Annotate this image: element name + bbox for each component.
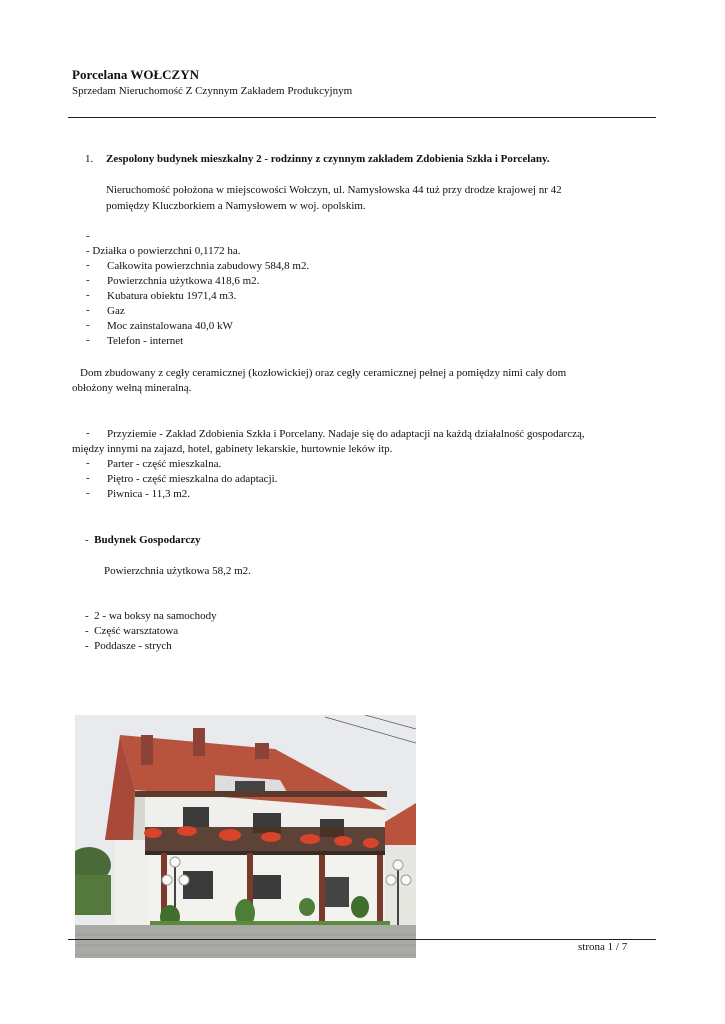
list-item: Piwnica - 11,3 m2. [107, 488, 190, 500]
list-item: - Część warsztatowa [85, 625, 179, 637]
ground-floor-line-2: między innymi na zajazd, hotel, gabinety lekarskie, hurtownie leków itp. [72, 443, 393, 455]
construction-line-2: obłożony wełną mineralną. [72, 382, 192, 394]
page-number: strona 1 / 7 [578, 941, 628, 953]
list-item: - Poddasze - strych [85, 640, 172, 652]
section-number: 1. [85, 153, 94, 165]
location-line-1: Nieruchomość położona w miejscowości Wołczyn, ul. Namysłowska 44 tuż przy drodze krajowej nr 42 [106, 184, 562, 196]
list-item-text: Część warsztatowa [94, 625, 179, 637]
list-item: Piętro - część mieszkalna do adaptacji. [107, 473, 278, 485]
list-dash: - [86, 304, 90, 316]
list-item: Powierzchnia użytkowa 418,6 m2. [107, 275, 260, 287]
list-dash: - [86, 457, 90, 469]
list-item: - Działka o powierzchni 0,1172 ha. [86, 245, 241, 257]
list-item: - 2 - wa boksy na samochody [85, 610, 217, 622]
building-illustration [75, 715, 416, 958]
location-line-2: pomiędzy Kluczborkiem a Namysłowem w woj. opolskim. [106, 200, 366, 212]
list-item: Parter - część mieszkalna. [107, 458, 222, 470]
list-item: Gaz [107, 305, 125, 317]
list-dash: - [86, 289, 90, 301]
list-dash: - [86, 334, 90, 346]
list-dash: - [86, 472, 90, 484]
list-dash: - [86, 319, 90, 331]
company-name: Porcelana WOŁCZYN [72, 67, 199, 82]
section-title: Zespolony budynek mieszkalny 2 - rodzinny z czynnym zakładem Zdobienia Szkła i Porcelany. [106, 153, 550, 165]
list-dash: - [86, 259, 90, 271]
list-item: Całkowita powierzchnia zabudowy 584,8 m2. [107, 260, 310, 272]
document-subtitle: Sprzedam Nieruchomość Z Czynnym Zakładem Produkcyjnym [72, 85, 353, 97]
list-item-text: Działka o powierzchni 0,1172 ha. [92, 245, 241, 257]
construction-line-1: Dom zbudowany z cegły ceramicznej (kozłowickiej) oraz cegły ceramicznej pełnej a pomiędzy nimi cały dom [80, 367, 567, 379]
outbuilding-heading: - Budynek Gospodarczy [85, 534, 201, 546]
list-item: Kubatura obiektu 1971,4 m3. [107, 290, 237, 302]
outbuilding-title: Budynek Gospodarczy [94, 534, 201, 546]
list-item: Moc zainstalowana 40,0 kW [107, 320, 233, 332]
outbuilding-area: Powierzchnia użytkowa 58,2 m2. [104, 565, 251, 577]
list-dash: - [86, 427, 90, 439]
list-dash: - [86, 274, 90, 286]
header-divider [68, 117, 656, 118]
list-item: Telefon - internet [107, 335, 184, 347]
ground-floor-line-1: Przyziemie - Zakład Zdobienia Szkła i Porcelany. Nadaje się do adaptacji na każdą działalność gospodarczą, [107, 428, 585, 440]
list-item-text: Poddasze - strych [94, 640, 172, 652]
footer-divider [68, 939, 656, 940]
empty-dash: - [86, 230, 90, 242]
list-item-text: 2 - wa boksy na samochody [94, 610, 217, 622]
building-photo [75, 715, 416, 958]
list-dash: - [86, 487, 90, 499]
